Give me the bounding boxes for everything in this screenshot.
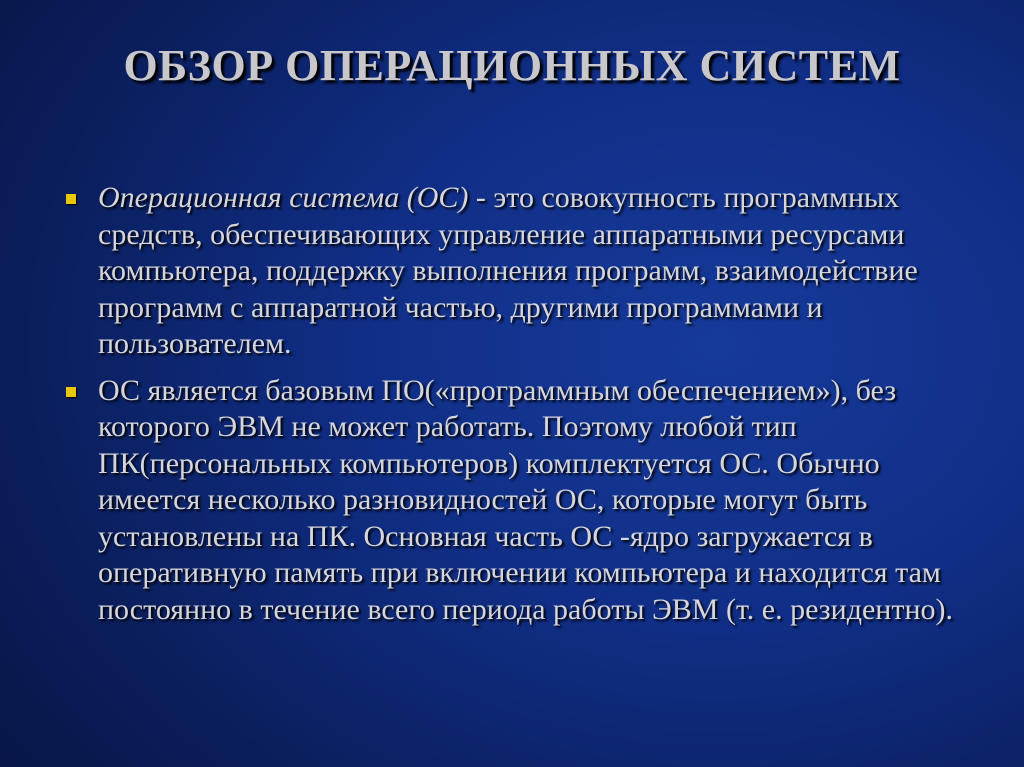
definition-term: Операционная система (ОС) <box>98 181 469 214</box>
square-bullet-icon <box>66 194 76 204</box>
square-bullet-icon <box>66 387 76 397</box>
slide-title: ОБЗОР ОПЕРАЦИОННЫХ СИСТЕМ <box>123 41 901 90</box>
definition-text: - это совокупность программных средств, обеспечивающих управление аппаратными ресурсами компьютера, поддержку выполнения программ, взаимодействие программ с аппаратной частью, другими программами и пользователем. <box>98 181 918 360</box>
bullet-list <box>58 180 978 638</box>
bullet-text: ОС является базовым ПО(«программным обеспечением»), без которого ЭВМ не может работать. Поэтому любой тип ПК(персональных компьютеров) комплектуется ОС. Обычно имеется несколько разновидностей ОС, которые могут быть установлены на ПК. Основная часть ОС -ядро загружается в оперативную память при включении компьютера и находится там постоянно в течение всего периода работы ЭВМ (т. е. резидентно). <box>98 373 953 626</box>
bullet-item-2 <box>58 373 978 629</box>
bullet-item-1 <box>58 180 978 363</box>
